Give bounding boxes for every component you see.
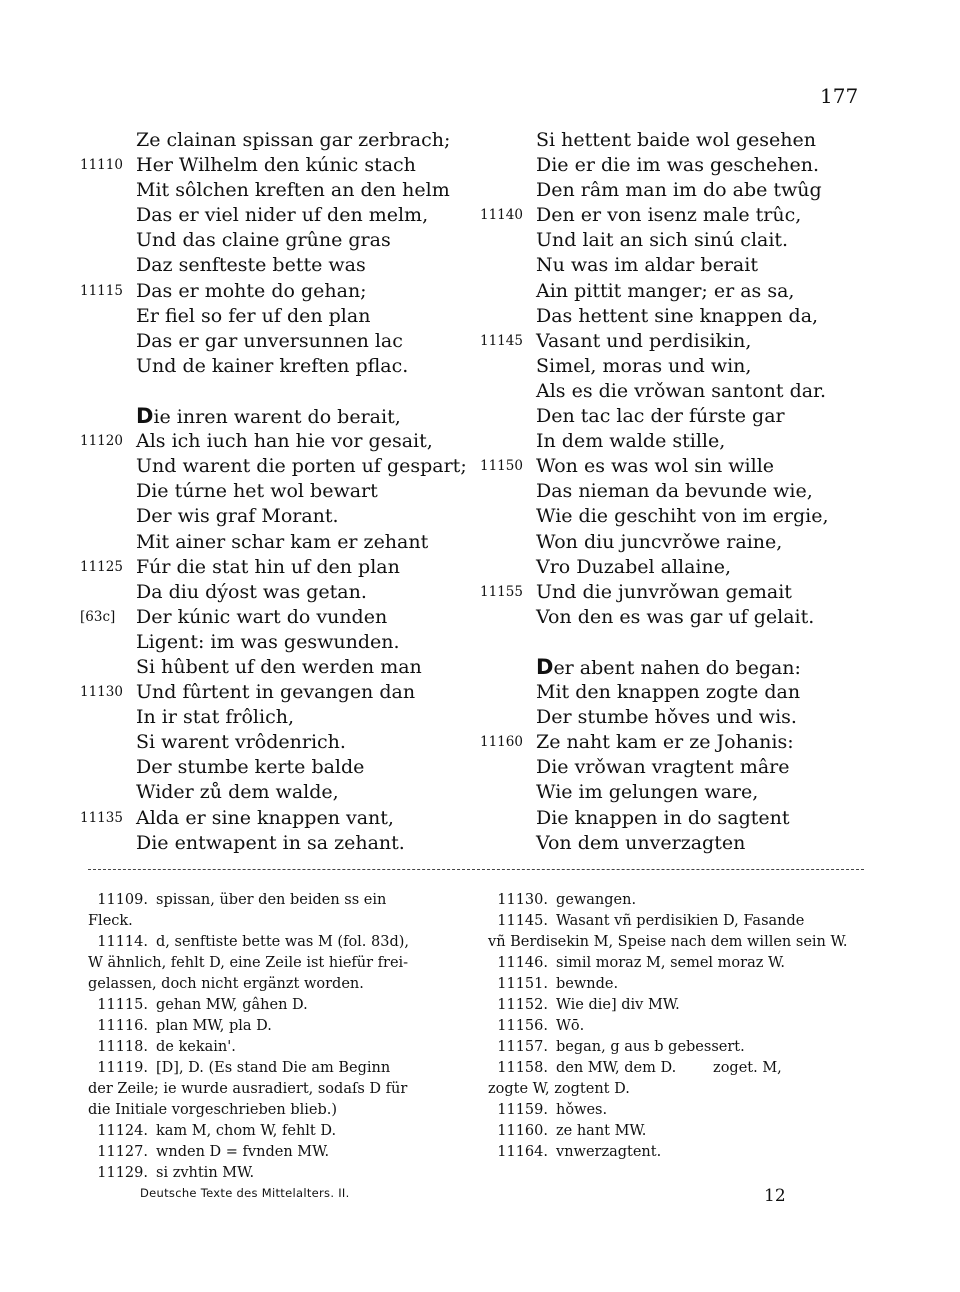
- footnote-line: [488, 1142, 872, 1163]
- verse-text: Ain pittit manger; er as sa,: [536, 279, 795, 302]
- verse-text: Ze naht kam er ze Johanis:: [536, 731, 794, 754]
- verse-text: Von den es was gar uf gelait.: [536, 605, 815, 628]
- footnote-text: hǒwes.: [556, 1102, 608, 1118]
- verse-line: [480, 454, 880, 479]
- footnote-text: Fleck.: [88, 913, 133, 929]
- footnote-line: [88, 1016, 470, 1037]
- footnote-ref: 11158.: [497, 1060, 548, 1076]
- footnote-text: der Zeile; ie wurde ausradiert, sodaſs D für: [88, 1081, 408, 1097]
- footnote-line: [88, 890, 470, 911]
- footnote-ref: 11160.: [497, 1123, 548, 1139]
- verse-line: [480, 253, 880, 278]
- verse-line: [480, 555, 880, 580]
- verse-text: Er fiel so fer uf den plan: [136, 304, 371, 327]
- verse-line: [480, 479, 880, 504]
- verse-text: Mit ainer schar kam er zehant: [136, 530, 429, 553]
- verse-line: [80, 780, 480, 805]
- footnote-line: [88, 932, 470, 953]
- verse-line: [480, 630, 880, 655]
- footnote-text: den MW, dem D. zoget. M,: [556, 1060, 782, 1076]
- footnote-text: kam M, chom W, fehlt D.: [156, 1123, 337, 1139]
- footnote-text: vnwerzagtent.: [556, 1144, 662, 1160]
- verse-line: [80, 730, 480, 755]
- footnotes-left: [88, 890, 470, 1184]
- footnote-text: plan MW, pla D.: [156, 1018, 272, 1034]
- verse-text: Und lait an sich sinú clait.: [536, 229, 789, 252]
- verse-line: [80, 479, 480, 504]
- footnote-line: [488, 974, 872, 995]
- footnote-ref: 11129.: [97, 1165, 148, 1181]
- verse-line: [480, 178, 880, 203]
- footnote-text: began, g aus b gebessert.: [556, 1039, 745, 1055]
- verse-line: [80, 429, 480, 454]
- verse-text: Da diu dýost was getan.: [136, 580, 367, 603]
- footnote-ref: 11124.: [97, 1123, 148, 1139]
- verse-text: Vasant und perdisikin,: [536, 329, 752, 352]
- footnote-ref: 11145.: [497, 913, 548, 929]
- verse-line: [80, 404, 480, 429]
- line-number: 11160: [480, 734, 523, 751]
- line-number: 11120: [80, 433, 123, 450]
- verse-line: [480, 228, 880, 253]
- footnote-text: Wō.: [556, 1018, 585, 1034]
- verse-line: [480, 730, 880, 755]
- verse-line: [80, 304, 480, 329]
- footnote-line: [488, 1121, 872, 1142]
- footnote-line: [488, 1100, 872, 1121]
- footnote-text: gelassen, doch nicht ergänzt worden.: [88, 976, 364, 992]
- verse-line: [480, 379, 880, 404]
- verse-line: [480, 153, 880, 178]
- verse-line: [480, 504, 880, 529]
- line-number: 11135: [80, 809, 123, 826]
- verse-line: [80, 630, 480, 655]
- verse-line: [480, 705, 880, 730]
- verse-line: [80, 580, 480, 605]
- footnote-line: [88, 1163, 470, 1184]
- verse-line: [80, 555, 480, 580]
- verse-text: Das er viel nider uf den melm,: [136, 204, 429, 227]
- verse-text-rest: ie inren warent do berait,: [153, 406, 401, 429]
- verse-line: [480, 404, 880, 429]
- verse-line: [480, 680, 880, 705]
- verse-line: [480, 530, 880, 555]
- footnote-line: [488, 890, 872, 911]
- verse-text: Den râm man im do abe twûg: [536, 179, 822, 202]
- line-number: 11145: [480, 332, 523, 349]
- left-verse-column: [80, 128, 480, 856]
- footnote-text: spissan, über den beiden ss ein: [156, 892, 387, 908]
- verse-line: [480, 605, 880, 630]
- footnote-ref: 11118.: [97, 1039, 148, 1055]
- verse-line: [80, 755, 480, 780]
- verse-line: [480, 354, 880, 379]
- verse-line: [80, 329, 480, 354]
- footnote-text: ze hant MW.: [556, 1123, 647, 1139]
- footnote-line: [488, 995, 872, 1016]
- series-footer: Deutsche Texte des Mittelalters. II.: [140, 1186, 350, 1200]
- verse-line: [80, 354, 480, 379]
- verse-text: [136, 404, 401, 430]
- verse-line: [80, 379, 480, 404]
- footnote-ref: 11156.: [497, 1018, 548, 1034]
- footnote-text: gewangen.: [556, 892, 637, 908]
- verse-line: [480, 780, 880, 805]
- footnote-ref: 11151.: [497, 976, 548, 992]
- line-number: 11110: [80, 157, 123, 174]
- footnote-text: zogte W, zogtent D.: [488, 1081, 630, 1097]
- verse-text: Den tac lac der fúrste gar: [536, 405, 785, 428]
- footnotes-right: [488, 890, 872, 1163]
- verse-text: Won es was wol sin wille: [536, 455, 775, 478]
- footnote-line: [88, 1079, 470, 1100]
- verse-text: Her Wilhelm den kúnic stach: [136, 154, 416, 177]
- verse-line: [480, 831, 880, 856]
- verse-line: [80, 454, 480, 479]
- footnote-ref: 11152.: [497, 997, 548, 1013]
- footnote-ref: 11157.: [497, 1039, 548, 1055]
- verse-line: [480, 128, 880, 153]
- footnote-text: wnden D = fvnden MW.: [156, 1144, 330, 1160]
- verse-text: Und de kainer kreften pflac.: [136, 354, 409, 377]
- verse-text: Si hettent baide wol gesehen: [536, 129, 816, 151]
- footnote-text: simil moraz M, semel moraz W.: [556, 955, 785, 971]
- verse-text: Daz senfteste bette was: [136, 254, 366, 277]
- verse-line: [480, 655, 880, 680]
- verse-text: Der wis graf Morant.: [136, 505, 339, 528]
- verse-text: Die knappen in do sagtent: [536, 806, 790, 829]
- verse-line: [480, 279, 880, 304]
- footnote-line: [488, 1016, 872, 1037]
- verse-text: [536, 655, 801, 681]
- verse-text-rest: er abent nahen do began:: [553, 656, 801, 679]
- footnote-line: [488, 911, 872, 932]
- footnote-line: [88, 1142, 470, 1163]
- verse-line: [80, 504, 480, 529]
- verse-line: [480, 203, 880, 228]
- footnote-text: bewnde.: [556, 976, 619, 992]
- footnote-line: [88, 911, 470, 932]
- verse-text: Wider zů dem walde,: [136, 781, 339, 804]
- footnote-text: [D], D. (Es stand Die am Beginn: [156, 1060, 391, 1076]
- footnote-ref: 11116.: [97, 1018, 148, 1034]
- verse-text: Und warent die porten uf gespart;: [136, 455, 467, 478]
- footnote-line: [488, 1079, 872, 1100]
- line-number: 11140: [480, 207, 523, 224]
- footnote-line: [88, 1121, 470, 1142]
- verse-text: Die vrǒwan vragtent mâre: [536, 756, 790, 779]
- verse-text: Der stumbe kerte balde: [136, 756, 365, 779]
- verse-text: Nu was im aldar berait: [536, 254, 758, 277]
- footnote-ref: 11164.: [497, 1144, 548, 1160]
- footnote-text: vñ Berdisekin M, Speise nach dem willen sein W.: [488, 934, 848, 950]
- verse-text: Das nieman da bevunde wie,: [536, 480, 813, 503]
- verse-line: [80, 680, 480, 705]
- verse-text: Als es die vrǒwan santont dar.: [536, 379, 827, 402]
- footnote-ref: 11115.: [97, 997, 148, 1013]
- verse-text: Ze clainan spissan gar zerbrach;: [136, 129, 451, 151]
- verse-text: Si hûbent uf den werden man: [136, 655, 422, 678]
- line-number: 11115: [80, 282, 123, 299]
- verse-text: Mit sôlchen kreften an den helm: [136, 179, 450, 202]
- footnote-line: [88, 953, 470, 974]
- verse-line: [80, 203, 480, 228]
- verse-text: Die túrne het wol bewart: [136, 480, 378, 503]
- verse-line: [80, 530, 480, 555]
- initial-letter: D: [136, 404, 154, 429]
- verse-line: [80, 605, 480, 630]
- footnote-text: Wasant vñ perdisikien D, Fasande: [556, 913, 805, 929]
- footnote-ref: 11146.: [497, 955, 548, 971]
- verse-line: [480, 429, 880, 454]
- verse-line: [80, 178, 480, 203]
- verse-text: Wie die geschiht von im ergie,: [536, 505, 829, 528]
- verse-text: Won diu juncvrǒwe raine,: [536, 530, 783, 553]
- line-number: 11155: [480, 583, 523, 600]
- footnote-text: gehan MW, gâhen D.: [156, 997, 308, 1013]
- verse-line: [80, 831, 480, 856]
- verse-line: [80, 806, 480, 831]
- footnote-line: [488, 953, 872, 974]
- footnote-ref: 11114.: [97, 934, 148, 950]
- footnote-line: [88, 1037, 470, 1058]
- footnote-ref: 11127.: [97, 1144, 148, 1160]
- verse-text: Die er die im was geschehen.: [536, 154, 820, 177]
- footnote-line: [88, 974, 470, 995]
- verse-text: Mit den knappen zogte dan: [536, 681, 801, 704]
- verse-line: [480, 304, 880, 329]
- verse-line: [480, 329, 880, 354]
- verse-text: Den er von isenz male trûc,: [536, 204, 802, 227]
- footnote-text: si zvhtin MW.: [156, 1165, 255, 1181]
- footnote-text: d, senftiste bette was M (fol. 83d),: [156, 934, 410, 950]
- verse-line: [80, 253, 480, 278]
- footnote-text: Wie die] div MW.: [556, 997, 680, 1013]
- verse-text: Der stumbe hǒves und wis.: [536, 706, 797, 729]
- initial-letter: D: [536, 654, 554, 679]
- footnote-ref: 11109.: [97, 892, 148, 908]
- line-number: 11125: [80, 558, 123, 575]
- footnote-line: [488, 1037, 872, 1058]
- footnote-line: [88, 1100, 470, 1121]
- verse-line: [80, 128, 480, 153]
- verse-text: Und das claine grûne gras: [136, 229, 391, 252]
- verse-line: [480, 580, 880, 605]
- line-number: [63c]: [80, 608, 116, 625]
- verse-text: Ligent: im was geswunden.: [136, 630, 400, 653]
- verse-line: [80, 153, 480, 178]
- verse-text: Als ich iuch han hie vor gesait,: [136, 430, 433, 453]
- footnote-ref: 11119.: [97, 1060, 148, 1076]
- footnote-line: [488, 1058, 872, 1079]
- verse-text: Das er mohte do gehan;: [136, 279, 367, 302]
- verse-line: [80, 705, 480, 730]
- right-verse-column: [480, 128, 880, 856]
- verse-text: In dem walde stille,: [536, 430, 726, 453]
- verse-text: Alda er sine knappen vant,: [136, 806, 394, 829]
- verse-line: [80, 279, 480, 304]
- verse-text: Fúr die stat hin uf den plan: [136, 555, 400, 578]
- verse-text: Vro Duzabel allaine,: [536, 555, 732, 578]
- page-number: 177: [820, 84, 859, 108]
- footnote-line: [488, 932, 872, 953]
- verse-text: Der kúnic wart do vunden: [136, 605, 388, 628]
- footnote-divider: [88, 869, 864, 870]
- footnote-line: [88, 995, 470, 1016]
- footnote-ref: 11130.: [497, 892, 548, 908]
- verse-line: [80, 228, 480, 253]
- verse-text: Und die junvrǒwan gemait: [536, 580, 792, 603]
- verse-text: In ir stat frôlich,: [136, 706, 294, 729]
- verse-text: Das hettent sine knappen da,: [536, 304, 819, 327]
- footnote-text: die Initiale vorgeschrieben blieb.): [88, 1102, 338, 1118]
- verse-text: Und fûrtent in gevangen dan: [136, 681, 416, 704]
- line-number: 11150: [480, 458, 523, 475]
- verse-line: [80, 655, 480, 680]
- footnote-ref: 11159.: [497, 1102, 548, 1118]
- footnote-line: [88, 1058, 470, 1079]
- footnote-text: de kekain'.: [156, 1039, 236, 1055]
- verse-text: Von dem unverzagten: [536, 831, 746, 854]
- sheet-signature: 12: [764, 1186, 786, 1206]
- verse-text: Si warent vrôdenrich.: [136, 731, 346, 754]
- verse-text: Wie im gelungen ware,: [536, 781, 759, 804]
- footnote-text: W ähnlich, fehlt D, eine Zeile ist hiefür frei-: [88, 955, 409, 971]
- verse-line: [480, 806, 880, 831]
- verse-text: Das er gar unversunnen lac: [136, 329, 403, 352]
- verse-text: Die entwapent in sa zehant.: [136, 831, 405, 854]
- verse-text: Simel, moras und win,: [536, 354, 752, 377]
- verse-line: [480, 755, 880, 780]
- line-number: 11130: [80, 684, 123, 701]
